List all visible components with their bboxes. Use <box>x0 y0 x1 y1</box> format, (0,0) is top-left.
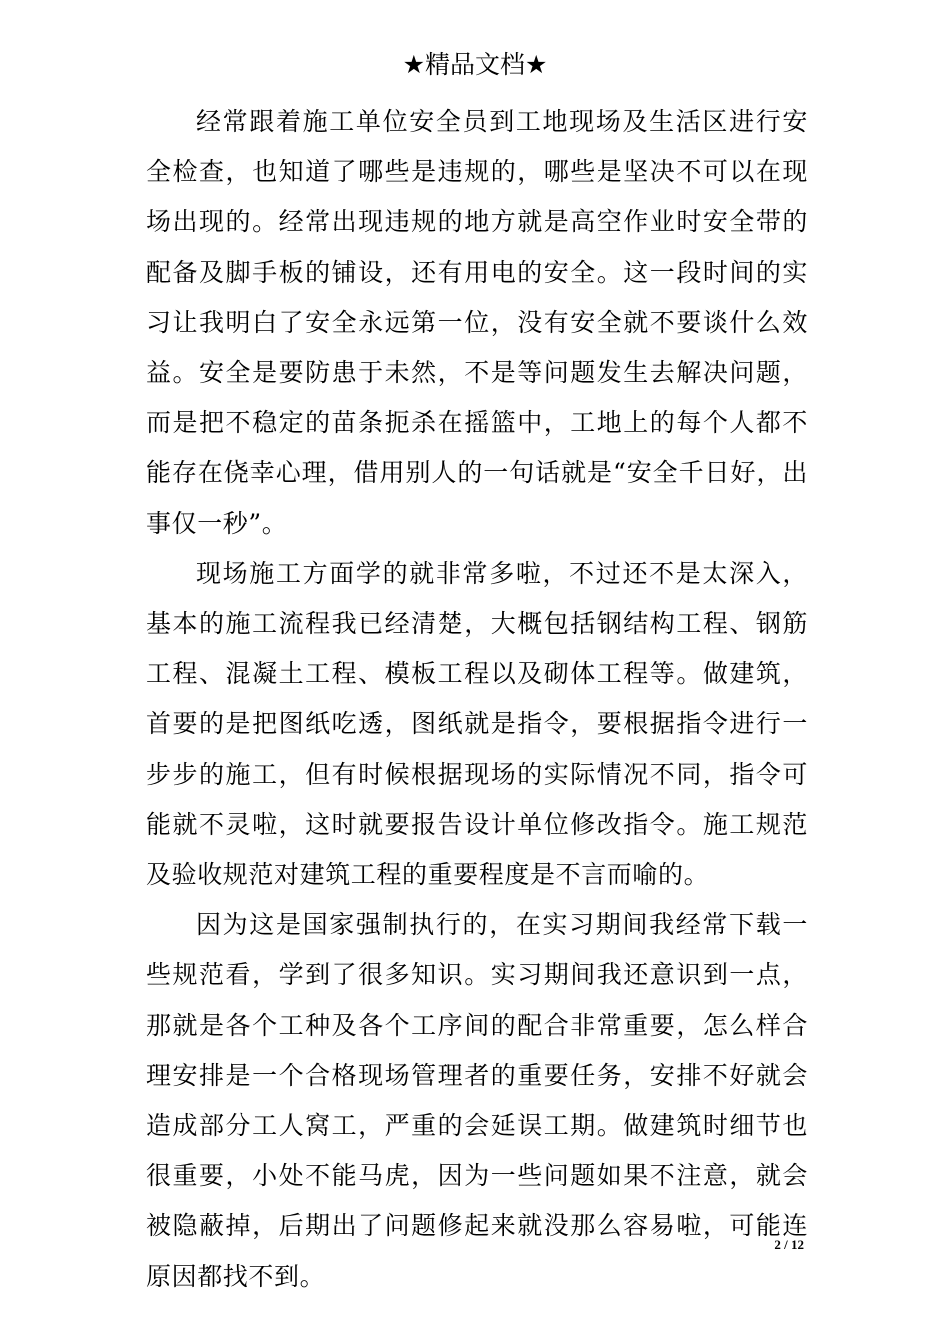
paragraph: 因为这是国家强制执行的，在实习期间我经常下载一些规范看，学到了很多知识。实习期间我还意识到一点，那就是各个工种及各个工序间的配合非常重要，怎么样合理安排是一个合格现场管理者的重要任务，安排不好就会造成部分工人窝工，严重的会延误工期。做建筑时细节也很重要，小处不能马虎，因为一些问题如果不注意，就会被隐蔽掉，后期出了问题修起来就没那么容易啦，可能连原因都找不到。 <box>146 910 808 1291</box>
page-header: ★精品文档★ <box>402 50 548 79</box>
paragraph: 经常跟着施工单位安全员到工地现场及生活区进行安全检查，也知道了哪些是违规的，哪些是坚决不可以在现场出现的。经常出现违规的地方就是高空作业时安全带的配备及脚手板的铺设，还有用电的安全。这一段时间的实习让我明白了安全永远第一位，没有安全就不要谈什么效益。安全是要防患于未然，不是等问题发生去解决问题，而是把不稳定的苗条扼杀在摇篮中，工地上的每个人都不能存在侥幸心理，借用别人的一句话就是“安全千日好，出事仅一秒”。 <box>146 107 808 538</box>
paragraph: 现场施工方面学的就非常多啦，不过还不是太深入，基本的施工流程我已经清楚，大概包括钢结构工程、钢筋工程、混凝土工程、模板工程以及砌体工程等。做建筑，首要的是把图纸吃透，图纸就是指令，要根据指令进行一步步的施工，但有时候根据现场的实际情况不同，指令可能就不灵啦，这时就要报告设计单位修改指令。施工规范及验收规范对建筑工程的重要程度是不言而喻的。 <box>146 558 808 890</box>
page-number: 2 / 12 <box>774 1237 804 1252</box>
document-body <box>146 97 808 1302</box>
